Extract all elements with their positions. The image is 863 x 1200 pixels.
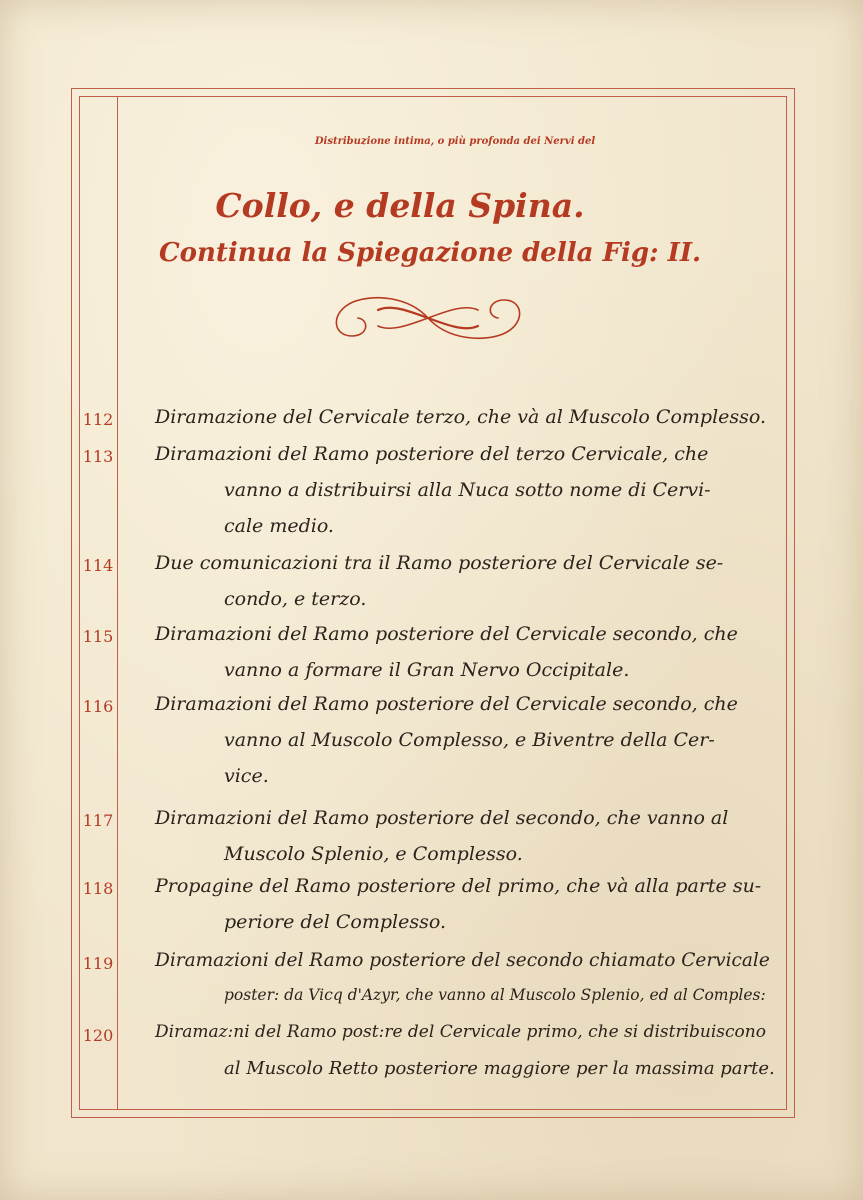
entry-text-line: Diramazioni del Ramo posteriore del Cervicale secondo, che xyxy=(155,693,738,715)
entry-text-line: Propagine del Ramo posteriore del primo, che và alla parte su- xyxy=(155,875,762,897)
entry-text-line: periore del Complesso. xyxy=(224,911,447,933)
entry-number: 115 xyxy=(82,627,114,646)
entry-text-line: Muscolo Splenio, e Complesso. xyxy=(224,843,523,865)
margin-rule xyxy=(117,96,118,1110)
entry-text-line: poster: da Vicq d'Azyr, che vanno al Muscolo Splenio, ed al Comples: xyxy=(224,986,766,1004)
entry-number: 119 xyxy=(82,954,114,973)
subtitle: Continua la Spiegazione della Fig: II. xyxy=(158,238,702,268)
entry-text-line: vice. xyxy=(224,765,269,787)
entry-number: 120 xyxy=(82,1026,114,1045)
entry-number: 118 xyxy=(82,879,114,898)
entry-text-line: Diramazione del Cervicale terzo, che và al Muscolo Complesso. xyxy=(155,406,767,428)
entry-text-line: al Muscolo Retto posteriore maggiore per la massima parte. xyxy=(224,1058,775,1079)
entry-text-line: vanno a distribuirsi alla Nuca sotto nome di Cervi- xyxy=(224,479,711,501)
entry-number: 113 xyxy=(82,447,114,466)
entry-text-line: vanno al Muscolo Complesso, e Biventre della Cer- xyxy=(224,729,715,751)
flourish-ornament-icon xyxy=(318,288,538,348)
entry-text-line: condo, e terzo. xyxy=(224,588,367,610)
entry-text-line: cale medio. xyxy=(224,515,334,537)
entry-text-line: Diramaz:ni del Ramo post:re del Cervicale primo, che si distribuiscono xyxy=(155,1022,766,1042)
entry-number: 114 xyxy=(82,556,114,575)
entry-text-line: Diramazioni del Ramo posteriore del secondo, che vanno al xyxy=(155,807,729,829)
entry-text-line: Due comunicazioni tra il Ramo posteriore del Cervicale se- xyxy=(155,552,724,574)
title-line-2: Collo, e della Spina. xyxy=(215,186,585,225)
entry-number: 116 xyxy=(82,697,114,716)
entry-text-line: vanno a formare il Gran Nervo Occipitale. xyxy=(224,659,630,681)
entry-text-line: Diramazioni del Ramo posteriore del Cervicale secondo, che xyxy=(155,623,738,645)
entry-text-line: Diramazioni del Ramo posteriore del terzo Cervicale, che xyxy=(155,443,709,465)
entry-number: 112 xyxy=(82,410,114,429)
title-line-1: Distribuzione intima, o più profonda dei Nervi del xyxy=(314,136,596,147)
entry-number: 117 xyxy=(82,811,114,830)
entry-text-line: Diramazioni del Ramo posteriore del secondo chiamato Cervicale xyxy=(155,950,770,971)
